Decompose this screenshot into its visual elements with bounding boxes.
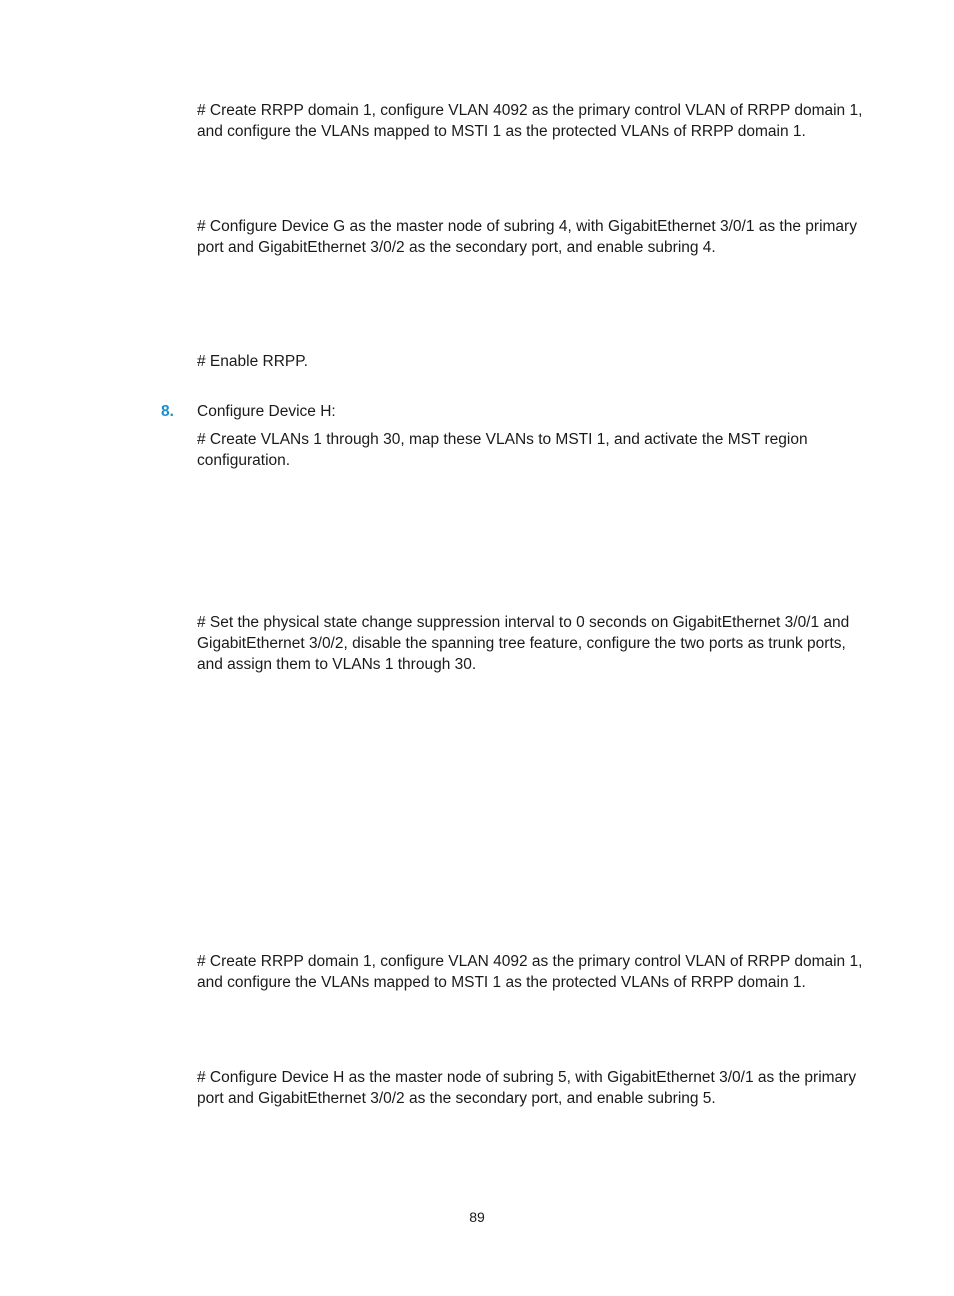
step-number: 8. <box>161 403 174 420</box>
step-label: Configure Device H: <box>197 403 336 420</box>
page-number: 89 <box>469 1209 485 1225</box>
paragraph-create-rrpp-domain-g: # Create RRPP domain 1, configure VLAN 4092 as the primary control VLAN of RRPP domain 1, and configure the VLANs mapped to MSTI 1 as the protected VLANs of RRPP domain 1. <box>197 102 863 140</box>
paragraph-create-rrpp-domain-h: # Create RRPP domain 1, configure VLAN 4092 as the primary control VLAN of RRPP domain 1, and configure the VLANs mapped to MSTI 1 as the protected VLANs of RRPP domain 1. <box>197 953 863 991</box>
paragraph-configure-master-node-g: # Configure Device G as the master node of subring 4, with GigabitEthernet 3/0/1 as the primary port and GigabitEthernet 3/0/2 as the secondary port, and enable subring 4. <box>197 218 857 256</box>
paragraph-configure-master-node-h: # Configure Device H as the master node of subring 5, with GigabitEthernet 3/0/1 as the primary port and GigabitEthernet 3/0/2 as the secondary port, and enable subring 5. <box>197 1069 857 1107</box>
paragraph-port-configuration: # Set the physical state change suppression interval to 0 seconds on GigabitEthernet 3/0/1 and GigabitEthernet 3/0/2, disable the spanning tree feature, configure the two ports as trunk ports, and assign them to VLANs 1 through 30. <box>197 614 850 673</box>
paragraph-create-vlans: # Create VLANs 1 through 30, map these VLANs to MSTI 1, and activate the MST region configuration. <box>197 431 808 469</box>
paragraph-enable-rrpp: # Enable RRPP. <box>197 353 308 370</box>
